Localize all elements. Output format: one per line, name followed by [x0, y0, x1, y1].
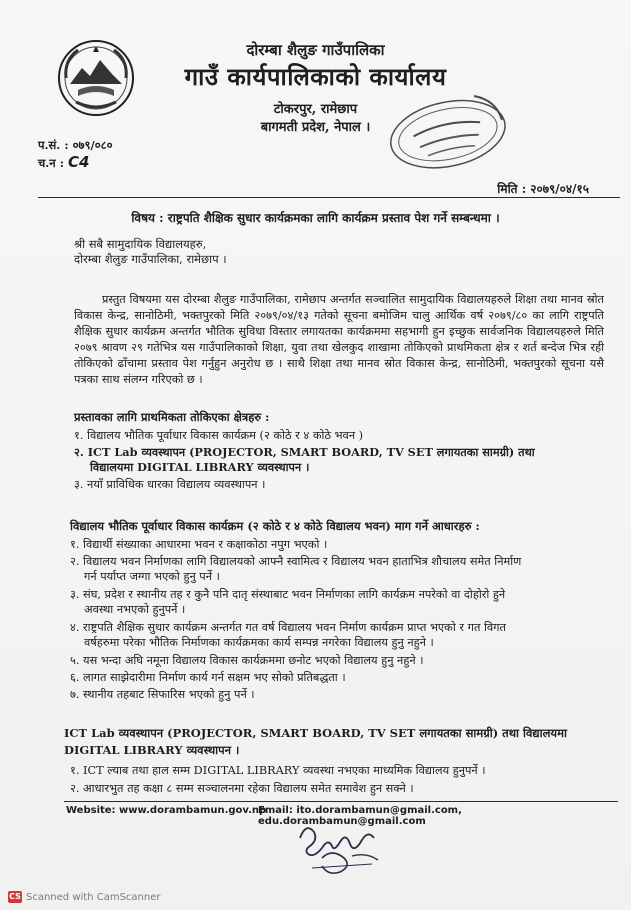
criteria-item: १. विद्यार्थी संख्याका आधारमा भवन र कक्षाकोठा नपुग भएको ।	[70, 538, 328, 551]
signature-icon	[292, 818, 392, 880]
header-divider	[38, 197, 620, 198]
priority-item: १. विद्यालय भौतिक पूर्वाधार विकास कार्यक्रम (२ कोठे र ४ कोठे भवन )	[74, 429, 364, 442]
priority-item: २. ICT Lab व्यवस्थापन (PROJECTOR, SMART BOARD, TV SET लगायतका सामग्री) तथा	[74, 445, 535, 459]
dispatch-number	[38, 153, 89, 171]
priority-title: प्रस्तावका लागि प्राथमिकता तोकिएका क्षेत्रहरु :	[74, 410, 270, 424]
criteria-item: अवस्था नभएको हुनुपर्ने ।	[84, 603, 186, 616]
ict-title-line-1: ICT Lab व्यवस्थापन (PROJECTOR, SMART BOARD, TV SET लगायतका सामग्री) तथा विद्यालयमा	[64, 726, 567, 740]
criteria-item: ३. संघ, प्रदेश र स्थानीय तह र कुनै पनि दातृ संस्थाबाट भवन निर्माणका लागि कार्यक्रम नपरेको वा दोहोरो हुने	[70, 588, 506, 601]
criteria-item: ७. स्थानीय तहबाट सिफारिस भएको हुनु पर्ने ।	[70, 688, 255, 701]
criteria-item: ५. यस भन्दा अघि नमूना विद्यालय विकास कार्यक्रममा छनोट भएको विद्यालय हुनु नहुने ।	[70, 654, 424, 667]
dispatch-value: C4	[67, 153, 90, 171]
criteria-item: वर्षहरुमा परेका भौतिक निर्माणका कार्यक्रमका कार्य सम्पन्न नगरेका विद्यालय हुनु नहुने ।	[84, 636, 434, 649]
criteria-item: ६. लागत साझेदारीमा निर्माण कार्य गर्न सक्षम भए सोको प्रतिबद्धता ।	[70, 671, 346, 684]
ict-item: २. आधारभुत तह कक्षा ८ सम्म सञ्चालनमा रहेका विद्यालय समेत समावेश हुन सक्ने ।	[70, 782, 414, 795]
ict-item: १. ICT ल्याब तथा हाल सम्म DIGITAL LIBRARY व्यवस्था नभएका माध्यमिक विद्यालय हुनुपर्ने ।	[70, 764, 486, 777]
ict-title-line-2: DIGITAL LIBRARY व्यवस्थापन ।	[64, 743, 240, 757]
criteria-title: विद्यालय भौतिक पूर्वाधार विकास कार्यक्रम (२ कोठे र ४ कोठे विद्यालय भवन) माग गर्ने आधारहरु :	[70, 519, 480, 533]
office-name: गाउँ कार्यपालिकाको कार्यालय	[184, 62, 447, 91]
address-line-2: बागमती प्रदेश, नेपाल ।	[260, 120, 371, 135]
fiscal-year: प.सं. : ०७९/०८०	[38, 138, 113, 152]
priority-item: ३. नयाँ प्राविधिक धारका विद्यालय व्यवस्थापन ।	[74, 478, 266, 491]
municipality-name: दोरम्बा शैलुङ गाउँपालिका	[246, 41, 385, 59]
body-paragraph: प्रस्तुत विषयमा यस दोरम्बा शैलुङ गाउँपालिका, रामेछाप अन्तर्गत सञ्चालित सामुदायिक विद्यालयहरुले शिक्षा तथा मानव स्रोत विकास केन्द्र, सानोठिमी, भक्तपुरको मिति २०७९/०४/१३ गतेको सूचना बमोजिम चालु आर्थिक वर्ष २०७९/८० का लागि राष्ट्रपति शैक्षिक सुधार कार्यक्रम अन्तर्गत भौतिक सुविधा विस्तार लगायतका कार्यक्रममा सहभागी हुन इच्छुक सार्वजनिक विद्यालयहरुले मिति २०७९ श्रावण २९ गतेभित्र यस गाउँपालिकाको शिक्षा, युवा तथा खेलकुद शाखामा तोकिएको प्राथमिकता क्षेत्र र शर्त बन्देज भित्र रही तोकिएको ढाँचामा प्रस्ताव पेश गर्नुहुन अनुरोध छ । साथै शिक्षा तथा मानव स्रोत विकास केन्द्र, सानोठिमी, भक्तपुरको सूचना यसै पत्रका साथ संलग्न गरिएको छ ।	[74, 293, 604, 386]
footer-website: Website: www.dorambamun.gov.np	[66, 805, 267, 816]
recipient-line-1: श्री सबै सामुदायिक विद्यालयहरु,	[74, 237, 207, 251]
footer-divider	[64, 801, 618, 802]
footer-email: Email: ito.dorambamun@gmail.com, edu.dorambamun@gmail.com	[258, 805, 462, 827]
camscanner-logo-icon: CS	[9, 892, 21, 901]
camscanner-watermark	[8, 891, 161, 903]
criteria-item: ४. राष्ट्रपति शैक्षिक सुधार कार्यक्रम अन्तर्गत गत वर्ष विद्यालय भवन निर्माण कार्यक्रम प्राप्त भएको र गत विगत	[70, 621, 506, 634]
priority-item: विद्यालयमा DIGITAL LIBRARY व्यवस्थापन ।	[90, 460, 310, 474]
dispatch-label: च.न :	[38, 156, 64, 170]
address-line-1: टोकरपुर, रामेछाप	[273, 102, 358, 117]
criteria-item: गर्न पर्याप्त जग्गा भएको हुनु पर्ने ।	[84, 570, 220, 583]
camscanner-text: Scanned with CamScanner	[26, 892, 161, 903]
office-stamp-icon	[374, 90, 514, 180]
letter-date: मिति : २०७९/०४/१५	[497, 182, 589, 196]
subject-line: विषय : राष्ट्रपति शैक्षिक सुधार कार्यक्रमका लागि कार्यक्रम प्रस्ताव पेश गर्ने सम्बन्धमा ।	[131, 211, 500, 225]
recipient-line-2: दोरम्बा शैलुङ गाउँपालिका, रामेछाप ।	[74, 252, 227, 266]
criteria-item: २. विद्यालय भवन निर्माणका लागि विद्यालयको आफ्नै स्वामित्व र विद्यालय भवन हाताभित्र शौचालय समेत निर्माण	[70, 555, 522, 568]
